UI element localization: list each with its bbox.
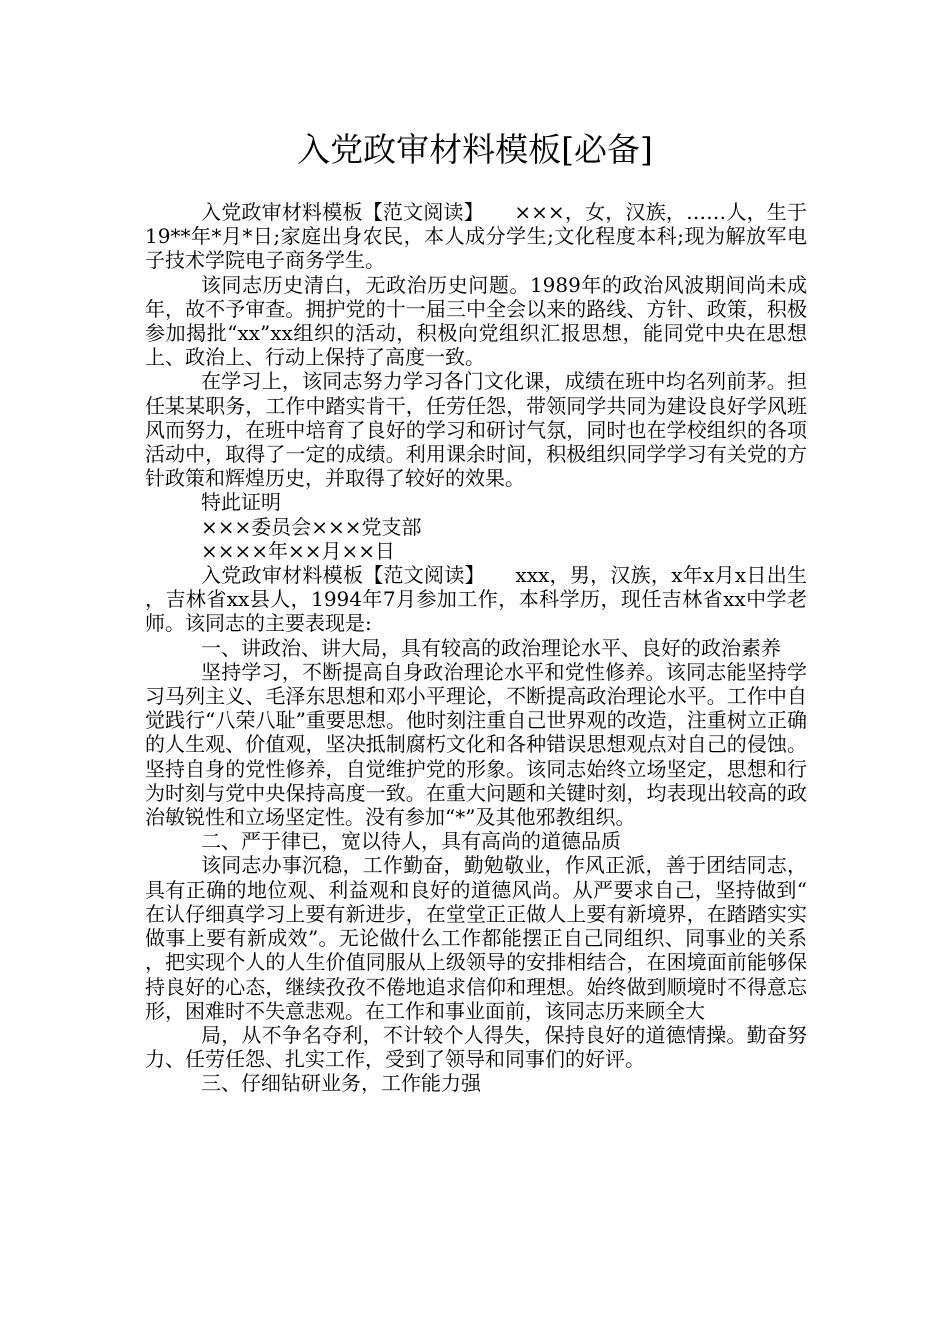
paragraph: 该同志历史清白，无政治历史问题。1989年的政治风波期间尚未成年，故不予审查。拥护党的十一届三中全会以来的路线、方针、政策，积极参加揭批“xx”xx组织的活动，积极向党组织汇报思想，能同党中央在思想上、政治上、行动上保持了高度一致。 <box>145 272 807 370</box>
document-title: 入党政审材料模板[必备] <box>297 130 653 169</box>
paragraph: 在学习上，该同志努力学习各门文化课，成绩在班中均名列前茅。担任某某职务，工作中踏实肯干，任劳任怨，带领同学共同为建设良好学风班风而努力，在班中培育了良好的学习和研讨气氛，同时也在学校组织的各项活动中，取得了一定的成绩。利用课余时间，积极组织同学学习有关党的方针政策和辉煌历史，并取得了较好的效果。 <box>145 369 807 491</box>
paragraph: 局，从不争名夺利，不计较个人得失，保持良好的道德情操。勤奋努力、任劳任怨、扎实工作，受到了领导和同事们的好评。 <box>145 1022 807 1072</box>
paragraph: 二、严于律已，宽以待人，具有高尚的道德品质 <box>201 829 621 854</box>
paragraph: 坚持学习，不断提高自身政治理论水平和党性修养。该同志能坚持学习马列主义、毛泽东思想和邓小平理论，不断提高政治理论水平。工作中自觉践行“八荣八耻”重要思想。他时刻注重自己世界观的改造，注重树立正确的人生观、价值观，坚决抵制腐朽文化和各种错误思想观点对自己的侵蚀。坚持自身的党性修养，自觉维护党的形象。该同志始终立场坚定，思想和行为时刻与党中央保持高度一致。在重大问题和关键时刻，均表现出较高的政治敏锐性和立场坚定性。没有参加“*”及其他邪教组织。 <box>145 659 807 830</box>
document-body <box>145 200 807 1096</box>
paragraph: 三、仔细钻研业务，工作能力强 <box>201 1071 481 1096</box>
paragraph: 该同志办事沉稳，工作勤奋，勤勉敬业，作风正派，善于团结同志，具有正确的地位观、利益观和良好的道德风尚。从严要求自己，坚持做到“在认仔细真学习上要有新进步，在堂堂正正做人上要有新境界，在踏踏实实做事上要有新成效”。无论做什么工作都能摆正自己同组织、同事业的关系，把实现个人的人生价值同服从上级领导的安排相结合，在困境面前能够保持良好的心态，继续孜孜不倦地追求信仰和理想。始终做到顺境时不得意忘形，困难时不失意悲观。在工作和事业面前，该同志历来顾全大 <box>145 853 807 1023</box>
paragraph: ×××委员会×××党支部 <box>201 514 422 539</box>
paragraph: ××××年××月××日 <box>201 538 396 563</box>
paragraph: 入党政审材料模板【范文阅读】 ×××，女，汉族，……人，生于19**年*月*日;家庭出身农民，本人成分学生;文化程度本科;现为解放军电子技术学院电子商务学生。 <box>145 200 807 273</box>
paragraph: 特此证明 <box>201 490 281 515</box>
paragraph: 入党政审材料模板【范文阅读】 xxx，男，汉族，x年x月x日出生，吉林省xx县人，1994年7月参加工作，本科学历，现任吉林省xx中学老师。该同志的主要表现是: <box>145 563 807 636</box>
paragraph: 一、讲政治、讲大局，具有较高的政治理论水平、良好的政治素养 <box>201 635 781 660</box>
